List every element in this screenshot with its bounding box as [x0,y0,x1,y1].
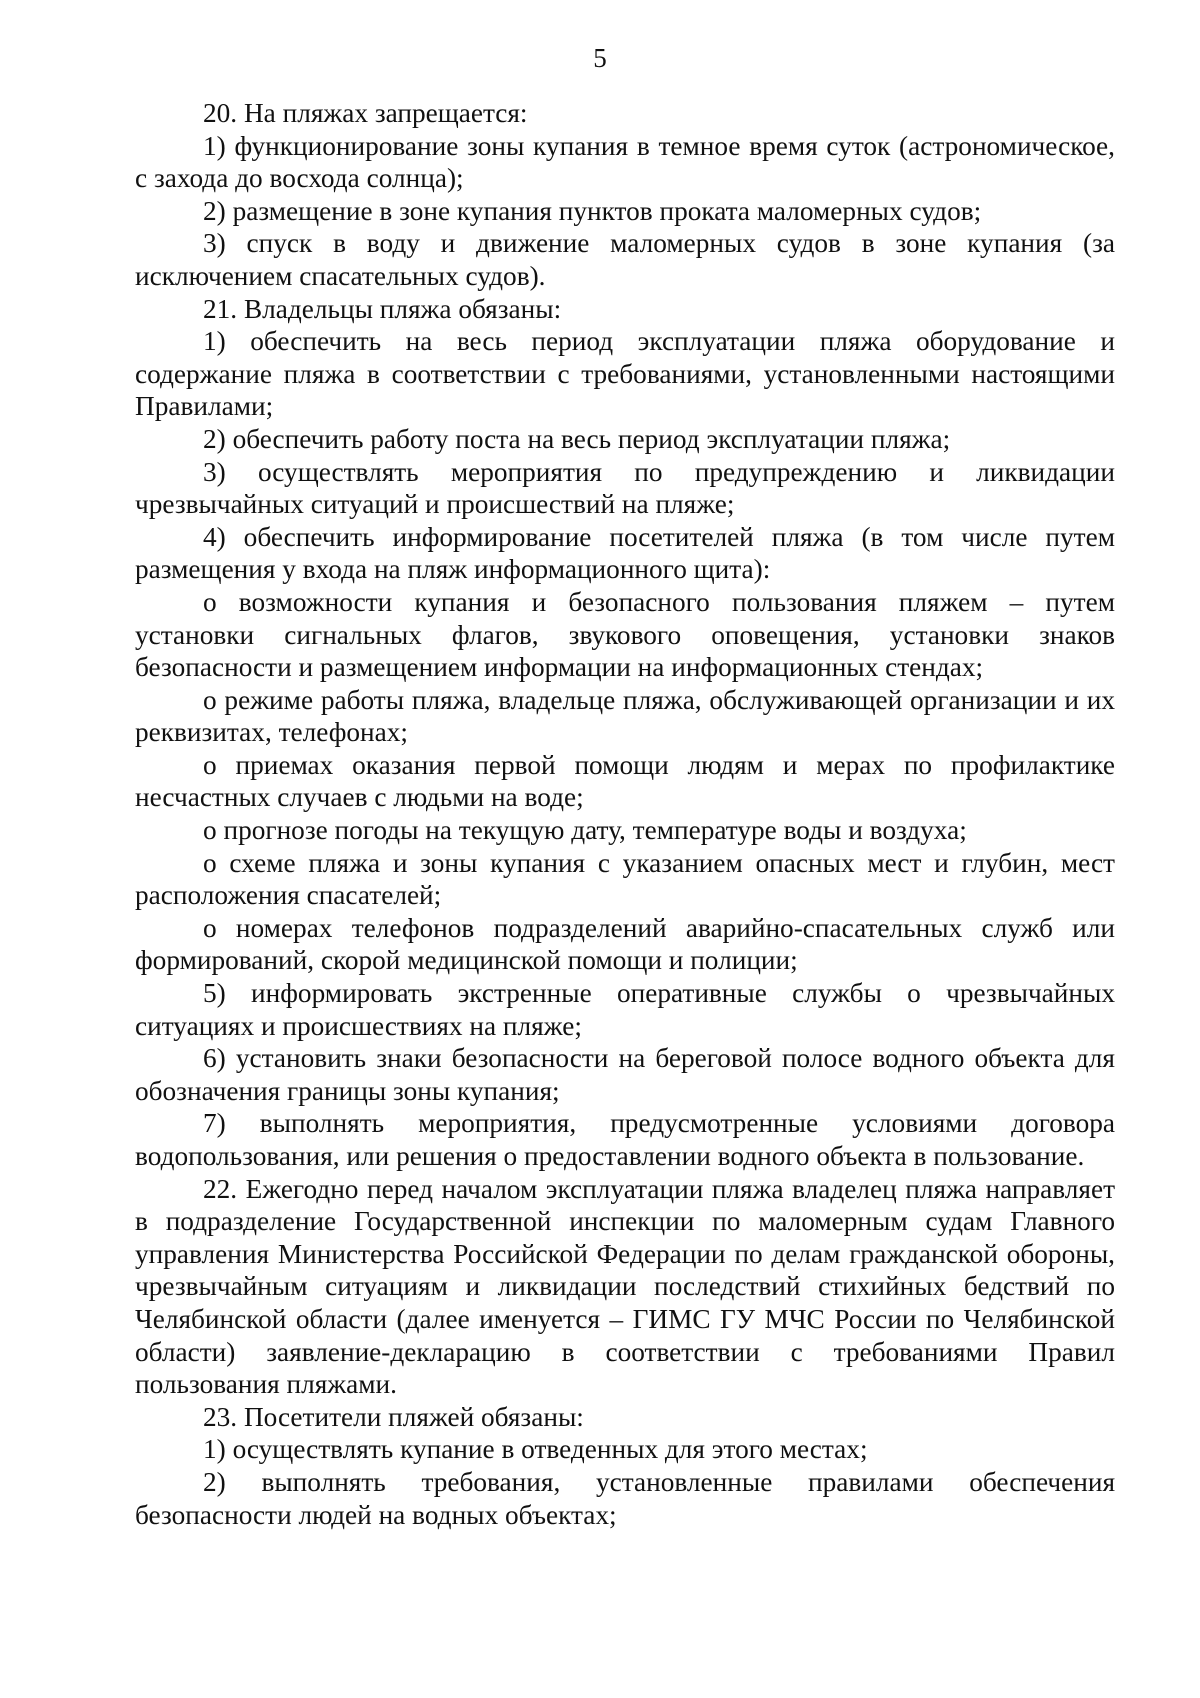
info-item-beach-scheme: о схеме пляжа и зоны купания с указанием опасных мест и глубин, мест расположения спасателей; [135,847,1115,911]
info-item-phones: о номерах телефонов подразделений аварийно-спасательных служб или формирований, скорой медицинской помощи и полиции; [135,912,1115,976]
info-item-weather: о прогнозе погоды на текущую дату, температуре воды и воздуха; [203,815,967,846]
info-item-swimming: о возможности купания и безопасного пользования пляжем – путем установки сигнальных флагов, звукового оповещения, установки знаков безопасности и размещением информации на информационных стендах; [135,586,1115,683]
paragraph-21: 21. Владельцы пляжа обязаны: [203,293,562,324]
document-body [135,97,1115,1531]
paragraph-20-item-3: 3) спуск в воду и движение маломерных судов в зоне купания (за исключением спасательных судов). [135,228,1115,291]
paragraph-21-item-7: 7) выполнять мероприятия, предусмотренные условиями договора водопользования, или решения о предоставлении водного объекта в пользование. [135,1108,1115,1171]
paragraph-21-item-5: 5) информировать экстренные оперативные службы о чрезвычайных ситуациях и происшествиях на пляже; [135,978,1115,1041]
paragraph-21-item-6: 6) установить знаки безопасности на береговой полосе водного объекта для обозначения границы зоны купания; [135,1043,1115,1106]
paragraph-23-item-2: 2) выполнять требования, установленные правилами обеспечения безопасности людей на водных объектах; [135,1466,1115,1530]
page-number: 5 [593,43,607,73]
info-item-schedule: о режиме работы пляжа, владельце пляжа, обслуживающей организации и их реквизитах, телефонах; [135,684,1115,748]
paragraph-21-item-4: 4) обеспечить информирование посетителей пляжа (в том числе путем размещения у входа на пляж информационного щита): [135,521,1115,585]
paragraph-20: 20. На пляжах запрещается: [203,98,528,128]
paragraph-21-item-1: 1) обеспечить на весь период эксплуатации пляжа оборудование и содержание пляжа в соответствии с требованиями, установленными настоящими Правилами; [135,326,1115,422]
paragraph-22: 22. Ежегодно перед началом эксплуатации пляжа владелец пляжа направляет в подразделение Государственной инспекции по маломерным судам Главного управления Министерства Российской Федерации по делам гражданской обороны, чрезвычайным ситуациям и ликвидации последствий стихийных бедствий по Челябинской области (далее именуется – ГИМС ГУ МЧС России по Челябинской области) заявление-декларацию в соответствии с требованиями Правил пользования пляжами. [135,1173,1115,1400]
paragraph-21-item-2: 2) обеспечить работу поста на весь период эксплуатации пляжа; [203,423,951,454]
paragraph-23: 23. Посетители пляжей обязаны: [203,1401,584,1432]
info-item-first-aid: о приемах оказания первой помощи людям и мерах по профилактике несчастных случаев с людьми на воде; [135,749,1115,813]
paragraph-20-item-2: 2) размещение в зоне купания пунктов проката маломерных судов; [203,195,982,226]
paragraph-23-item-1: 1) осуществлять купание в отведенных для этого местах; [203,1434,868,1465]
paragraph-20-item-1: 1) функционирование зоны купания в темное время суток (астрономическое, с захода до восхода солнца); [135,130,1115,194]
paragraph-21-item-3: 3) осуществлять мероприятия по предупреждению и ликвидации чрезвычайных ситуаций и происшествий на пляже; [135,456,1115,520]
